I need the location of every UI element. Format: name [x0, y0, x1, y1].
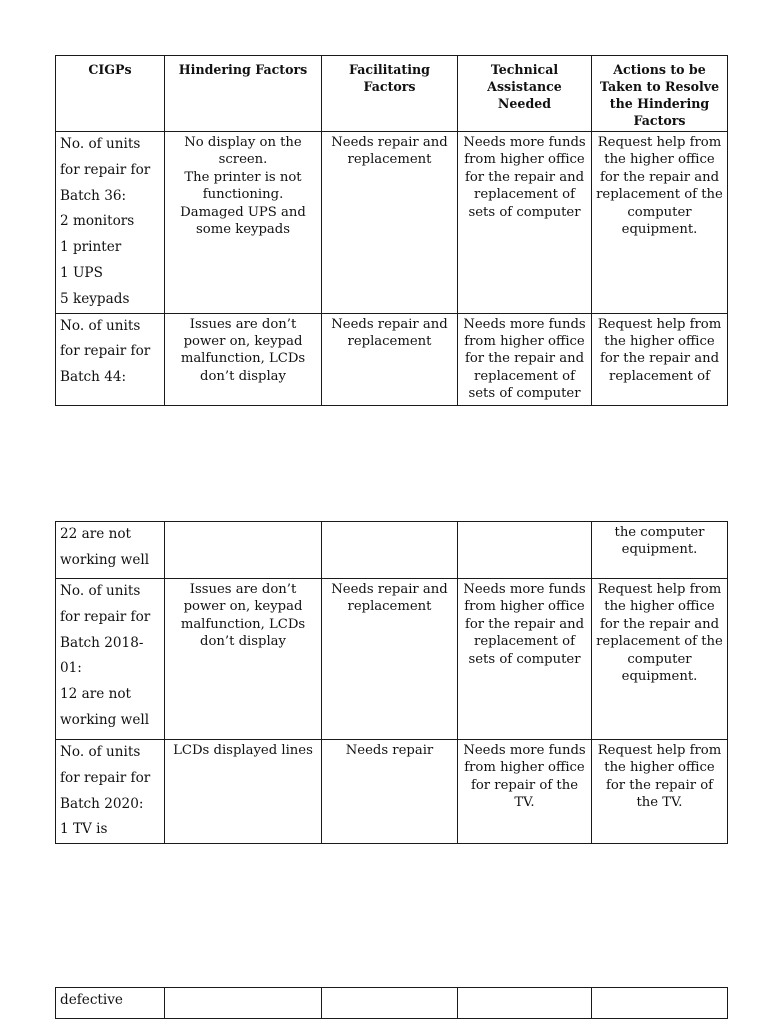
cigp-line: 22 are not [60, 526, 131, 542]
cigp-table-part-2 [55, 521, 728, 844]
cigp-line: for repair for [60, 608, 151, 625]
cigp-line: working well [60, 551, 150, 568]
cigp-line: 1 UPS [60, 264, 103, 281]
hindering-line: Issues are don’t power on, keypad malfunction, LCDs don’t display [180, 582, 306, 650]
actions-cell: Request help from the higher office for the repair and replacement of the computer equipment. [592, 579, 728, 740]
technical-cell: Needs more funds from higher office for the repair and replacement of sets of computer [458, 132, 592, 314]
actions-cell: Request help from the higher office for the repair and replacement of the computer equipment. [592, 132, 728, 314]
technical-cell: Needs more funds from higher office for the repair and replacement of sets of computer [458, 313, 592, 405]
cigp-line: Batch 44: [60, 369, 127, 386]
facilitating-cell [322, 988, 458, 1019]
facilitating-cell: Needs repair and replacement [322, 579, 458, 740]
hindering-cell [165, 988, 322, 1019]
cigp-line: No. of units [60, 317, 141, 334]
hindering-cell [165, 313, 322, 405]
cigp-line: Batch 36: [60, 187, 127, 204]
hindering-line: Damaged UPS and some keypads [180, 204, 306, 238]
cigp-line: Batch 2018- [60, 634, 144, 651]
cigp-cell [56, 988, 165, 1019]
cigp-line: for repair for [60, 161, 151, 178]
table-row [56, 579, 728, 740]
cigp-line: defective [60, 992, 123, 1008]
facilitating-cell: Needs repair and replacement [322, 132, 458, 314]
cigp-line: Batch 2020: [60, 795, 144, 812]
header-hindering-factors: Hindering Factors [165, 56, 322, 132]
technical-cell: Needs more funds from higher office for repair of the TV. [458, 740, 592, 844]
cigp-cell [56, 313, 165, 405]
cigp-line: 1 printer [60, 239, 122, 256]
actions-cell: Request help from the higher office for the repair and replacement of [592, 313, 728, 405]
hindering-line: The printer is not functioning. [184, 169, 302, 203]
cigp-line: for repair for [60, 769, 151, 786]
technical-cell: Needs more funds from higher office for the repair and replacement of sets of computer [458, 579, 592, 740]
technical-cell [458, 522, 592, 579]
header-facilitating-factors: Facilitating Factors [322, 56, 458, 132]
cigp-line: 5 keypads [60, 290, 130, 307]
hindering-cell [165, 132, 322, 314]
hindering-line: Issues are don’t power on, keypad malfunction, LCDs don’t display [180, 316, 306, 384]
cigp-cell [56, 740, 165, 844]
header-cigps: CIGPs [56, 56, 165, 132]
actions-cell: the computer equipment. [592, 522, 728, 579]
cigp-line: No. of units [60, 136, 141, 152]
cigp-line: 01: [60, 660, 82, 677]
cigp-line: working well [60, 711, 150, 728]
technical-cell [458, 988, 592, 1019]
cigp-line: for repair for [60, 343, 151, 360]
facilitating-cell [322, 522, 458, 579]
table-header-row [56, 56, 728, 132]
cigp-table-part-1 [55, 55, 728, 406]
facilitating-cell: Needs repair [322, 740, 458, 844]
cigp-line: No. of units [60, 744, 141, 760]
cigp-cell [56, 132, 165, 314]
actions-cell [592, 988, 728, 1019]
hindering-line: LCDs displayed lines [173, 743, 313, 758]
table-row [56, 988, 728, 1019]
cigp-cell [56, 579, 165, 740]
cigp-line: 2 monitors [60, 213, 135, 230]
table-row [56, 313, 728, 405]
hindering-cell [165, 579, 322, 740]
cigp-table-part-3 [55, 987, 728, 1019]
actions-cell: Request help from the higher office for the repair of the TV. [592, 740, 728, 844]
cigp-line: 1 TV is [60, 821, 108, 838]
cigp-line: 12 are not [60, 686, 131, 703]
hindering-cell [165, 522, 322, 579]
table-row [56, 740, 728, 844]
hindering-line: No display on the screen. [184, 135, 302, 168]
hindering-cell [165, 740, 322, 844]
header-actions: Actions to be Taken to Resolve the Hindering Factors [592, 56, 728, 132]
facilitating-cell: Needs repair and replacement [322, 313, 458, 405]
table-row [56, 132, 728, 314]
cigp-line: No. of units [60, 583, 141, 599]
header-technical-assistance: Technical Assistance Needed [458, 56, 592, 132]
cigp-cell [56, 522, 165, 579]
table-row [56, 522, 728, 579]
